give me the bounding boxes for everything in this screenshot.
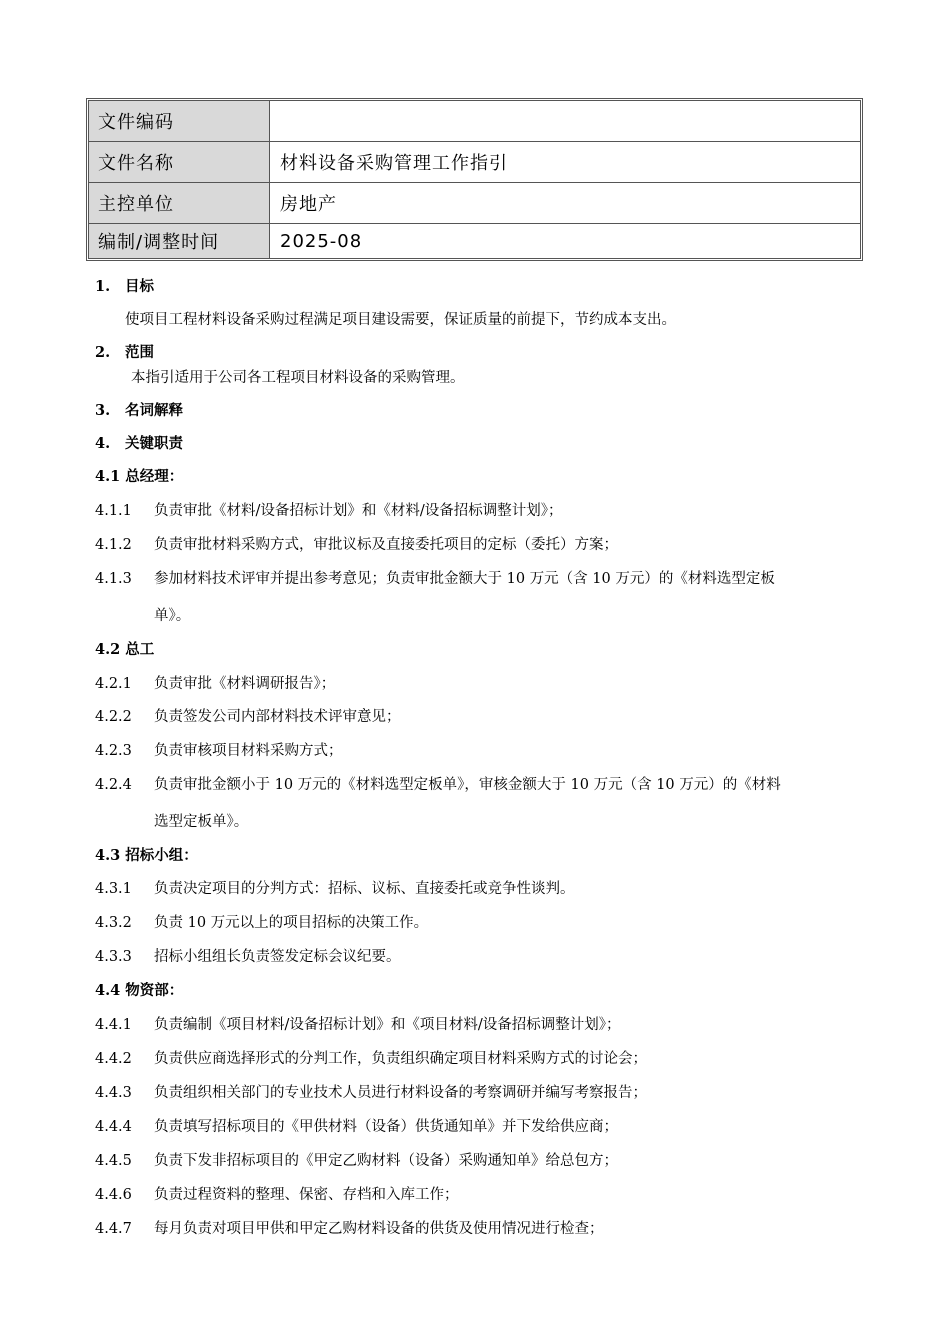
item-text: 负责审批《材料/设备招标计划》和《材料/设备招标调整计划》；: [154, 503, 563, 519]
table-row: [89, 224, 860, 258]
table-label: 编制/调整时间: [89, 224, 270, 258]
item-text: 每月负责对项目甲供和甲定乙购材料设备的供货及使用情况进行检查；: [154, 1221, 604, 1237]
item-number: 4.1.3: [95, 571, 132, 587]
table-value: 材料设备采购管理工作指引: [280, 153, 508, 174]
subsection-heading: 4.1 总经理：: [95, 468, 184, 485]
section-title: 范围: [125, 344, 154, 361]
item-text-continued: 单》。: [154, 608, 191, 624]
item-text: 负责组织相关部门的专业技术人员进行材料设备的考察调研并编写考察报告；: [154, 1085, 647, 1101]
item-number: 4.4.6: [95, 1187, 132, 1203]
document-info-table: [86, 98, 863, 261]
section-number: 2.: [95, 344, 111, 361]
item-text: 负责审批金额小于 10 万元的《材料选型定板单》，审核金额大于 10 万元（含 10 万元）的《材料: [154, 777, 781, 793]
item-text: 负责签发公司内部材料技术评审意见；: [154, 709, 401, 725]
item-text: 负责编制《项目材料/设备招标计划》和《项目材料/设备招标调整计划》；: [154, 1017, 621, 1033]
section-title: 名词解释: [125, 402, 183, 419]
table-row: [89, 101, 860, 142]
section-title: 关键职责: [125, 435, 183, 452]
item-text: 负责过程资料的整理、保密、存档和入库工作；: [154, 1187, 459, 1203]
table-label: 主控单位: [89, 183, 270, 223]
table-row: [89, 183, 860, 224]
item-text: 负责 10 万元以上的项目招标的决策工作。: [154, 915, 429, 931]
item-text: 负责供应商选择形式的分判工作，负责组织确定项目材料采购方式的讨论会；: [154, 1051, 647, 1067]
table-value: [270, 101, 860, 141]
item-number: 4.4.1: [95, 1017, 132, 1033]
item-number: 4.2.3: [95, 743, 132, 759]
subsection-heading: 4.2 总工: [95, 641, 155, 658]
section-number: 1.: [95, 278, 111, 295]
item-text: 参加材料技术评审并提出参考意见；负责审批金额大于 10 万元（含 10 万元）的《材料选型定板: [154, 571, 775, 587]
item-text: 负责决定项目的分判方式：招标、议标、直接委托或竞争性谈判。: [154, 881, 575, 897]
table-row: [89, 142, 860, 183]
item-number: 4.4.4: [95, 1119, 132, 1135]
item-text: 负责审批材料采购方式，审批议标及直接委托项目的定标（委托）方案；: [154, 537, 618, 553]
section-title: 目标: [125, 278, 154, 295]
item-number: 4.3.3: [95, 949, 132, 965]
item-number: 4.4.7: [95, 1221, 132, 1237]
item-number: 4.2.1: [95, 676, 132, 692]
item-number: 4.2.2: [95, 709, 132, 725]
item-text: 负责审批《材料调研报告》；: [154, 676, 336, 692]
subsection-heading: 4.3 招标小组：: [95, 847, 198, 864]
section-body: 本指引适用于公司各工程项目材料设备的采购管理。: [131, 370, 465, 386]
item-text: 负责下发非招标项目的《甲定乙购材料（设备）采购通知单》给总包方；: [154, 1153, 618, 1169]
table-label: 文件编码: [89, 101, 270, 141]
item-text: 负责填写招标项目的《甲供材料（设备）供货通知单》并下发给供应商；: [154, 1119, 618, 1135]
table-value: 房地产: [280, 194, 337, 215]
item-number: 4.4.5: [95, 1153, 132, 1169]
table-value: 2025-08: [280, 230, 363, 252]
section-body: 使项目工程材料设备采购过程满足项目建设需要，保证质量的前提下，节约成本支出。: [125, 312, 676, 328]
item-number: 4.1.1: [95, 503, 132, 519]
item-number: 4.4.3: [95, 1085, 132, 1101]
section-number: 4.: [95, 435, 111, 452]
item-number: 4.3.1: [95, 881, 132, 897]
item-text: 招标小组组长负责签发定标会议纪要。: [154, 949, 401, 965]
item-number: 4.2.4: [95, 777, 132, 793]
item-number: 4.3.2: [95, 915, 132, 931]
item-number: 4.4.2: [95, 1051, 132, 1067]
table-label: 文件名称: [89, 142, 270, 182]
item-text: 负责审核项目材料采购方式；: [154, 743, 343, 759]
item-number: 4.1.2: [95, 537, 132, 553]
subsection-heading: 4.4 物资部：: [95, 982, 184, 999]
section-number: 3.: [95, 402, 111, 419]
item-text-continued: 选型定板单》。: [154, 814, 249, 830]
